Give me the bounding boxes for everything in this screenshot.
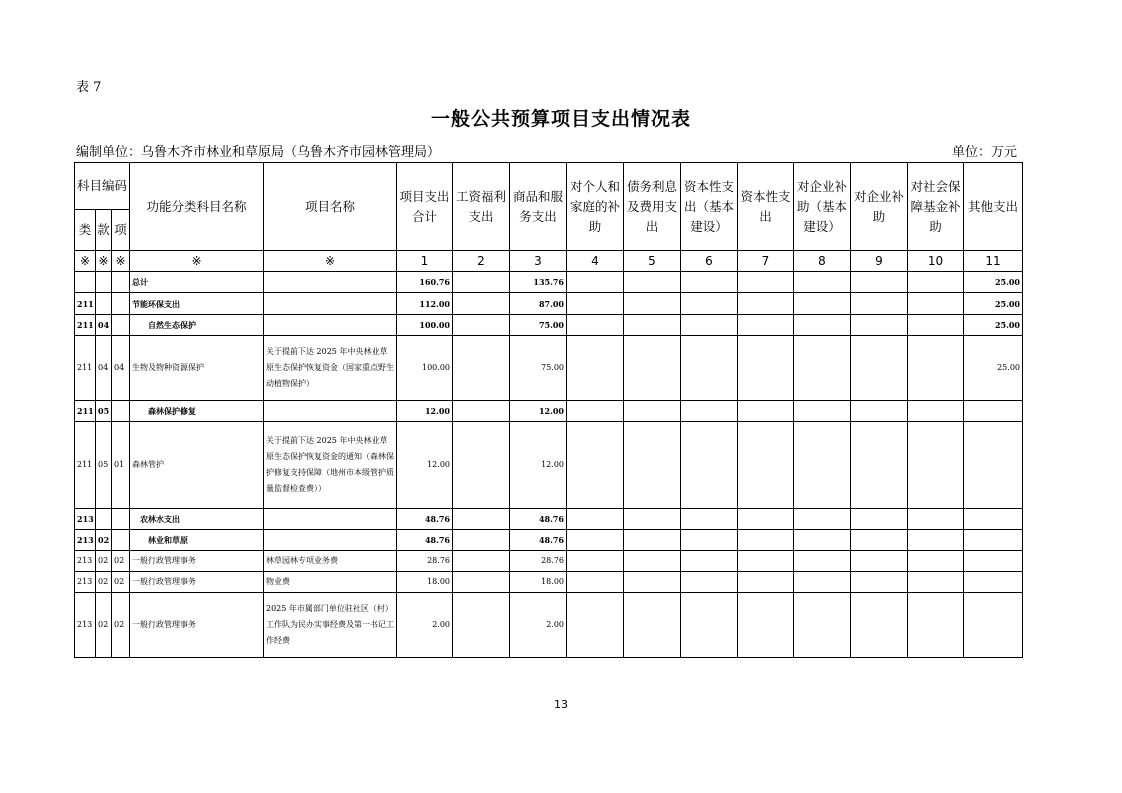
header-kuan: 款 xyxy=(96,210,112,251)
cell-kuan: 02 xyxy=(96,551,112,572)
cell-lei xyxy=(75,272,96,293)
cell-xiang: 04 xyxy=(112,336,130,401)
cell-c4 xyxy=(567,530,624,551)
cell-c6 xyxy=(681,593,738,658)
cell-c11 xyxy=(964,401,1023,422)
cell-project: 关于提前下达 2025 年中央林业草原生态保护恢复资金（国家重点野生动植物保护） xyxy=(264,336,397,401)
table-row xyxy=(75,293,1023,315)
cell-lei: 213 xyxy=(75,572,96,593)
cell-c11 xyxy=(964,593,1023,658)
cell-xiang: 02 xyxy=(112,551,130,572)
cell-c5 xyxy=(624,422,681,509)
header-col8: 对企业补助（基本建设） xyxy=(794,163,851,251)
cell-func: 林业和草原 xyxy=(130,530,264,551)
mark-cell: ※ xyxy=(75,251,96,272)
cell-c2 xyxy=(453,593,510,658)
cell-func: 生物及物种资源保护 xyxy=(130,336,264,401)
cell-kuan xyxy=(96,509,112,530)
cell-c5 xyxy=(624,272,681,293)
cell-c6 xyxy=(681,315,738,336)
mark-cell: 7 xyxy=(738,251,794,272)
cell-func: 森林保护修复 xyxy=(130,401,264,422)
cell-c11 xyxy=(964,422,1023,509)
cell-c2 xyxy=(453,336,510,401)
cell-lei: 213 xyxy=(75,530,96,551)
cell-c4 xyxy=(567,336,624,401)
cell-c1: 48.76 xyxy=(397,509,453,530)
header-subject-code: 科目编码 xyxy=(75,163,130,210)
cell-func: 森林管护 xyxy=(130,422,264,509)
cell-c4 xyxy=(567,593,624,658)
cell-c8 xyxy=(794,509,851,530)
cell-c8 xyxy=(794,593,851,658)
cell-c3: 18.00 xyxy=(510,572,567,593)
cell-c4 xyxy=(567,401,624,422)
cell-lei: 211 xyxy=(75,401,96,422)
cell-c2 xyxy=(453,422,510,509)
cell-c5 xyxy=(624,593,681,658)
cell-c10 xyxy=(908,401,964,422)
cell-c2 xyxy=(453,272,510,293)
table-row xyxy=(75,401,1023,422)
mark-cell: 4 xyxy=(567,251,624,272)
header-lei: 类 xyxy=(75,210,96,251)
cell-c2 xyxy=(453,572,510,593)
cell-c5 xyxy=(624,315,681,336)
cell-c4 xyxy=(567,315,624,336)
cell-c6 xyxy=(681,293,738,315)
mark-cell: 1 xyxy=(397,251,453,272)
header-project-name: 项目名称 xyxy=(264,163,397,251)
cell-c9 xyxy=(851,509,908,530)
budget-table xyxy=(74,162,1023,658)
table-row xyxy=(75,336,1023,401)
header-col11: 其他支出 xyxy=(964,163,1023,251)
cell-c9 xyxy=(851,422,908,509)
cell-c10 xyxy=(908,593,964,658)
cell-kuan: 04 xyxy=(96,336,112,401)
cell-c3: 75.00 xyxy=(510,315,567,336)
cell-project xyxy=(264,315,397,336)
header-func-name: 功能分类科目名称 xyxy=(130,163,264,251)
page-number: 13 xyxy=(554,698,568,711)
table-row xyxy=(75,530,1023,551)
mark-cell: 10 xyxy=(908,251,964,272)
table-row xyxy=(75,315,1023,336)
cell-project: 物业费 xyxy=(264,572,397,593)
cell-xiang xyxy=(112,509,130,530)
mark-cell: 9 xyxy=(851,251,908,272)
cell-c10 xyxy=(908,530,964,551)
cell-c11 xyxy=(964,530,1023,551)
cell-c7 xyxy=(738,593,794,658)
cell-c8 xyxy=(794,293,851,315)
cell-c10 xyxy=(908,336,964,401)
cell-func: 一般行政管理事务 xyxy=(130,572,264,593)
cell-kuan: 02 xyxy=(96,530,112,551)
header-col9: 对企业补助 xyxy=(851,163,908,251)
table-row xyxy=(75,593,1023,658)
cell-c6 xyxy=(681,551,738,572)
cell-c11: 25.00 xyxy=(964,293,1023,315)
cell-c6 xyxy=(681,272,738,293)
cell-c3: 87.00 xyxy=(510,293,567,315)
cell-lei: 211 xyxy=(75,315,96,336)
mark-cell: 11 xyxy=(964,251,1023,272)
cell-project xyxy=(264,401,397,422)
cell-c7 xyxy=(738,293,794,315)
cell-c9 xyxy=(851,530,908,551)
cell-c8 xyxy=(794,401,851,422)
cell-c10 xyxy=(908,293,964,315)
cell-c1: 12.00 xyxy=(397,401,453,422)
cell-c8 xyxy=(794,422,851,509)
cell-c5 xyxy=(624,293,681,315)
header-xiang: 项 xyxy=(112,210,130,251)
table-tag: 表 7 xyxy=(76,80,102,95)
cell-kuan: 02 xyxy=(96,572,112,593)
cell-c4 xyxy=(567,422,624,509)
cell-xiang xyxy=(112,315,130,336)
cell-xiang: 01 xyxy=(112,422,130,509)
table-row xyxy=(75,572,1023,593)
mark-cell: ※ xyxy=(112,251,130,272)
cell-c11: 25.00 xyxy=(964,336,1023,401)
cell-c10 xyxy=(908,315,964,336)
cell-func: 自然生态保护 xyxy=(130,315,264,336)
cell-c1: 12.00 xyxy=(397,422,453,509)
cell-c3: 135.76 xyxy=(510,272,567,293)
cell-c7 xyxy=(738,551,794,572)
cell-c3: 12.00 xyxy=(510,401,567,422)
cell-c5 xyxy=(624,401,681,422)
cell-c6 xyxy=(681,530,738,551)
cell-xiang: 02 xyxy=(112,572,130,593)
mark-cell: 3 xyxy=(510,251,567,272)
cell-c9 xyxy=(851,272,908,293)
cell-func: 农林水支出 xyxy=(130,509,264,530)
cell-c9 xyxy=(851,551,908,572)
cell-c8 xyxy=(794,551,851,572)
header-col2: 工资福利支出 xyxy=(453,163,510,251)
cell-func: 节能环保支出 xyxy=(130,293,264,315)
cell-lei: 213 xyxy=(75,551,96,572)
cell-lei: 211 xyxy=(75,422,96,509)
cell-project: 2025 年市属部门单位驻社区（村）工作队为民办实事经费及第一书记工作经费 xyxy=(264,593,397,658)
mark-cell: 8 xyxy=(794,251,851,272)
cell-c1: 160.76 xyxy=(397,272,453,293)
cell-c8 xyxy=(794,572,851,593)
cell-c4 xyxy=(567,272,624,293)
cell-func: 总计 xyxy=(130,272,264,293)
cell-c2 xyxy=(453,401,510,422)
cell-project: 关于提前下达 2025 年中央林业草原生态保护恢复资金的通知（森林保护修复支持保障（地州市本级管护质量监督检查费）） xyxy=(264,422,397,509)
compiling-unit: 编制单位：乌鲁木齐市林业和草原局（乌鲁木齐市园林管理局） xyxy=(76,145,441,160)
cell-project xyxy=(264,293,397,315)
cell-c10 xyxy=(908,422,964,509)
cell-c8 xyxy=(794,315,851,336)
header-col10: 对社会保障基金补助 xyxy=(908,163,964,251)
header-col6: 资本性支出（基本建设） xyxy=(681,163,738,251)
cell-c1: 100.00 xyxy=(397,315,453,336)
header-col7: 资本性支出 xyxy=(738,163,794,251)
cell-project: 林草园林专项业务费 xyxy=(264,551,397,572)
cell-xiang xyxy=(112,401,130,422)
cell-xiang xyxy=(112,293,130,315)
cell-c1: 28.76 xyxy=(397,551,453,572)
cell-c7 xyxy=(738,272,794,293)
cell-project xyxy=(264,509,397,530)
cell-kuan xyxy=(96,272,112,293)
cell-c10 xyxy=(908,272,964,293)
cell-c3: 12.00 xyxy=(510,422,567,509)
mark-cell: 5 xyxy=(624,251,681,272)
cell-c7 xyxy=(738,509,794,530)
cell-c6 xyxy=(681,422,738,509)
cell-c9 xyxy=(851,572,908,593)
currency-unit: 单位：万元 xyxy=(952,145,1018,160)
cell-lei: 211 xyxy=(75,293,96,315)
cell-c6 xyxy=(681,572,738,593)
table-row xyxy=(75,422,1023,509)
cell-c1: 18.00 xyxy=(397,572,453,593)
cell-c4 xyxy=(567,509,624,530)
table-row xyxy=(75,551,1023,572)
cell-c2 xyxy=(453,509,510,530)
cell-xiang xyxy=(112,272,130,293)
cell-c9 xyxy=(851,401,908,422)
mark-cell: ※ xyxy=(264,251,397,272)
cell-c9 xyxy=(851,593,908,658)
cell-kuan: 05 xyxy=(96,401,112,422)
cell-c1: 112.00 xyxy=(397,293,453,315)
cell-func: 一般行政管理事务 xyxy=(130,551,264,572)
cell-c1: 100.00 xyxy=(397,336,453,401)
cell-lei: 211 xyxy=(75,336,96,401)
header-col1: 项目支出合计 xyxy=(397,163,453,251)
table-row xyxy=(75,509,1023,530)
cell-c9 xyxy=(851,293,908,315)
cell-c1: 2.00 xyxy=(397,593,453,658)
cell-c7 xyxy=(738,336,794,401)
cell-lei: 213 xyxy=(75,593,96,658)
cell-c5 xyxy=(624,572,681,593)
cell-kuan: 02 xyxy=(96,593,112,658)
mark-cell: 6 xyxy=(681,251,738,272)
cell-kuan: 05 xyxy=(96,422,112,509)
page-title: 一般公共预算项目支出情况表 xyxy=(430,108,691,130)
header-col5: 债务利息及费用支出 xyxy=(624,163,681,251)
cell-c6 xyxy=(681,509,738,530)
cell-c5 xyxy=(624,551,681,572)
cell-c2 xyxy=(453,530,510,551)
mark-cell: 2 xyxy=(453,251,510,272)
cell-c6 xyxy=(681,401,738,422)
cell-c9 xyxy=(851,336,908,401)
table-row xyxy=(75,272,1023,293)
cell-project xyxy=(264,272,397,293)
cell-c10 xyxy=(908,572,964,593)
cell-c11: 25.00 xyxy=(964,272,1023,293)
cell-c8 xyxy=(794,530,851,551)
cell-xiang xyxy=(112,530,130,551)
cell-c2 xyxy=(453,315,510,336)
cell-c8 xyxy=(794,272,851,293)
cell-c5 xyxy=(624,336,681,401)
mark-cell: ※ xyxy=(96,251,112,272)
cell-c3: 2.00 xyxy=(510,593,567,658)
header-col4: 对个人和家庭的补助 xyxy=(567,163,624,251)
cell-c2 xyxy=(453,551,510,572)
cell-c6 xyxy=(681,336,738,401)
cell-c4 xyxy=(567,293,624,315)
cell-c3: 48.76 xyxy=(510,530,567,551)
cell-c7 xyxy=(738,572,794,593)
cell-c3: 48.76 xyxy=(510,509,567,530)
cell-c8 xyxy=(794,336,851,401)
cell-c10 xyxy=(908,509,964,530)
cell-c7 xyxy=(738,422,794,509)
cell-c11 xyxy=(964,509,1023,530)
header-col3: 商品和服务支出 xyxy=(510,163,567,251)
cell-c11 xyxy=(964,572,1023,593)
cell-c4 xyxy=(567,572,624,593)
cell-func: 一般行政管理事务 xyxy=(130,593,264,658)
cell-c11 xyxy=(964,551,1023,572)
cell-c10 xyxy=(908,551,964,572)
cell-c7 xyxy=(738,315,794,336)
cell-xiang: 02 xyxy=(112,593,130,658)
cell-lei: 213 xyxy=(75,509,96,530)
cell-c7 xyxy=(738,401,794,422)
cell-c7 xyxy=(738,530,794,551)
cell-c1: 48.76 xyxy=(397,530,453,551)
cell-c5 xyxy=(624,530,681,551)
cell-c9 xyxy=(851,315,908,336)
cell-kuan xyxy=(96,293,112,315)
cell-c4 xyxy=(567,551,624,572)
cell-c11: 25.00 xyxy=(964,315,1023,336)
cell-kuan: 04 xyxy=(96,315,112,336)
cell-c3: 28.76 xyxy=(510,551,567,572)
mark-cell: ※ xyxy=(130,251,264,272)
cell-c2 xyxy=(453,293,510,315)
cell-project xyxy=(264,530,397,551)
cell-c5 xyxy=(624,509,681,530)
cell-c3: 75.00 xyxy=(510,336,567,401)
